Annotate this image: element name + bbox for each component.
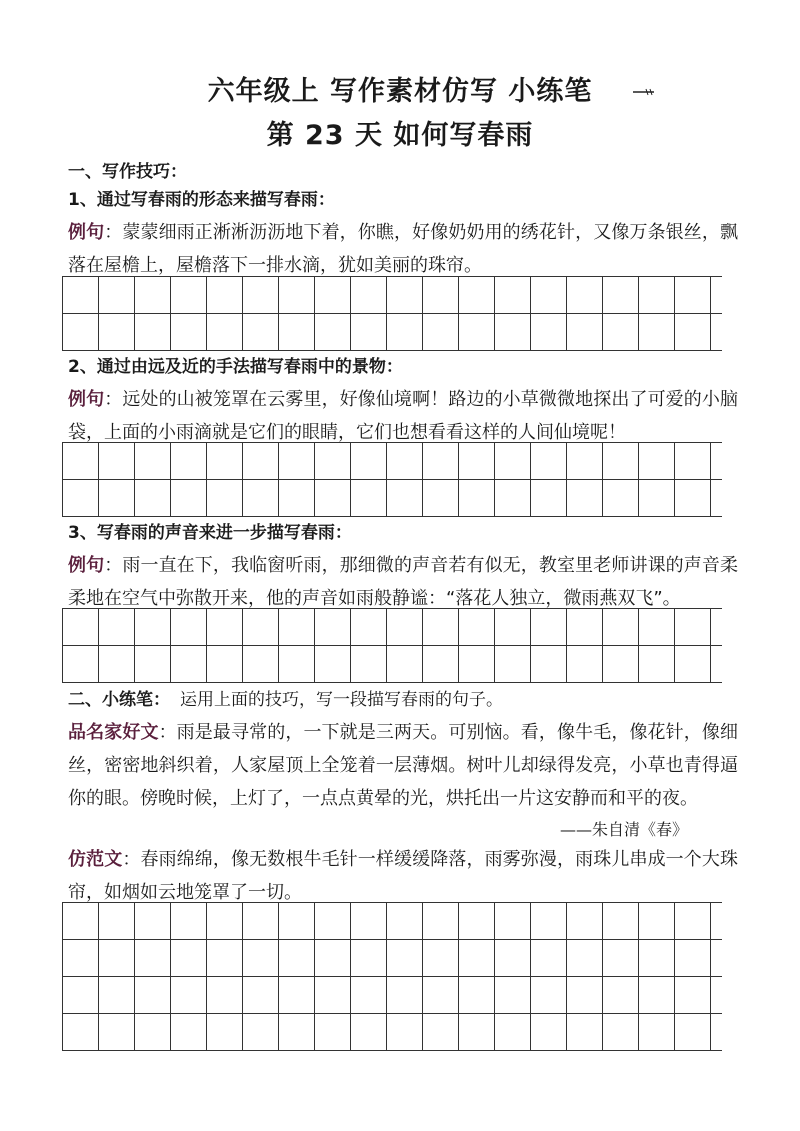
grid-cell[interactable]: [134, 314, 170, 350]
grid-cell[interactable]: [134, 443, 170, 479]
grid-cell[interactable]: [458, 903, 494, 939]
grid-cell[interactable]: [170, 609, 206, 645]
grid-cell[interactable]: [242, 646, 278, 682]
grid-cell[interactable]: [134, 646, 170, 682]
grid-cell[interactable]: [458, 314, 494, 350]
grid-cell[interactable]: [62, 480, 98, 516]
grid-cell[interactable]: [206, 1014, 242, 1050]
grid-cell[interactable]: [62, 1014, 98, 1050]
grid-cell[interactable]: [314, 903, 350, 939]
grid-cell[interactable]: [494, 903, 530, 939]
grid-cell[interactable]: [422, 903, 458, 939]
grid-cell[interactable]: [566, 277, 602, 313]
writing-grid-3[interactable]: [62, 608, 722, 683]
grid-cell[interactable]: [638, 903, 674, 939]
grid-cell[interactable]: [566, 314, 602, 350]
grid-cell[interactable]: [494, 480, 530, 516]
grid-cell[interactable]: [350, 443, 386, 479]
grid-cell[interactable]: [206, 977, 242, 1013]
technique-heading-2: 2、通过由远及近的手法描写春雨中的景物：: [68, 357, 403, 377]
grid-cell[interactable]: [242, 1014, 278, 1050]
grid-cell[interactable]: [242, 443, 278, 479]
grid-cell[interactable]: [638, 977, 674, 1013]
grid-cell[interactable]: [422, 940, 458, 976]
grid-cell[interactable]: [170, 646, 206, 682]
grid-cell[interactable]: [278, 940, 314, 976]
grid-cell[interactable]: [422, 443, 458, 479]
grid-cell[interactable]: [98, 480, 134, 516]
grid-cell[interactable]: [566, 1014, 602, 1050]
grid-cell[interactable]: [458, 1014, 494, 1050]
example-paragraph-1: [68, 216, 738, 282]
grid-cell[interactable]: [530, 480, 566, 516]
grid-cell[interactable]: [314, 609, 350, 645]
grid-cell[interactable]: [386, 903, 422, 939]
grid-cell[interactable]: [314, 1014, 350, 1050]
practice-heading: 二、小练笔：: [68, 690, 170, 710]
grid-cell[interactable]: [638, 277, 674, 313]
grid-cell[interactable]: [206, 277, 242, 313]
grid-cell[interactable]: [314, 314, 350, 350]
grid-cell[interactable]: [674, 609, 711, 645]
grid-cell[interactable]: [206, 940, 242, 976]
grid-cell[interactable]: [602, 277, 638, 313]
grid-cell[interactable]: [638, 609, 674, 645]
grid-cell[interactable]: [458, 480, 494, 516]
grid-cell[interactable]: [314, 277, 350, 313]
grid-cell[interactable]: [674, 977, 711, 1013]
grid-cell[interactable]: [278, 1014, 314, 1050]
grid-cell[interactable]: [242, 977, 278, 1013]
grid-cell[interactable]: [566, 480, 602, 516]
grid-cell[interactable]: [530, 940, 566, 976]
grid-cell[interactable]: [422, 646, 458, 682]
grid-row: [62, 443, 722, 480]
grid-cell[interactable]: [386, 1014, 422, 1050]
grid-cell[interactable]: [638, 480, 674, 516]
grid-cell[interactable]: [62, 646, 98, 682]
example-text: ：远处的山被笼罩在云雾里，好像仙境啊！路边的小草微微地探出了可爱的小脑袋，上面的小雨滴就是它们的眼睛，它们也想看看这样的人间仙境呢！: [68, 389, 739, 443]
grid-cell[interactable]: [566, 977, 602, 1013]
grid-cell[interactable]: [350, 646, 386, 682]
grid-cell[interactable]: [98, 314, 134, 350]
grid-cell[interactable]: [386, 940, 422, 976]
grid-cell[interactable]: [98, 646, 134, 682]
grid-cell[interactable]: [530, 314, 566, 350]
grid-row: [62, 314, 722, 351]
grid-row: [62, 646, 722, 683]
grid-cell[interactable]: [458, 443, 494, 479]
grid-cell[interactable]: [566, 903, 602, 939]
grid-cell[interactable]: [494, 277, 530, 313]
grid-cell[interactable]: [242, 480, 278, 516]
imitation-text: ：春雨绵绵，像无数根牛毛针一样缓缓降落，雨雾弥漫，雨珠儿串成一个大珠帘，如烟如云地笼罩了一切。: [68, 849, 739, 903]
writing-grid-4[interactable]: [62, 902, 722, 1051]
imitation-label: 仿范文: [68, 849, 123, 870]
grid-cell[interactable]: [350, 940, 386, 976]
grid-cell[interactable]: [242, 940, 278, 976]
grid-cell[interactable]: [98, 903, 134, 939]
grid-cell[interactable]: [170, 903, 206, 939]
grid-cell[interactable]: [98, 940, 134, 976]
grid-cell[interactable]: [530, 903, 566, 939]
example-label: 例句: [68, 222, 105, 243]
grid-cell[interactable]: [386, 646, 422, 682]
grid-cell[interactable]: [422, 1014, 458, 1050]
grid-cell[interactable]: [242, 277, 278, 313]
grid-cell[interactable]: [674, 646, 711, 682]
grid-cell[interactable]: [386, 314, 422, 350]
grid-cell[interactable]: [422, 314, 458, 350]
grid-cell[interactable]: [170, 977, 206, 1013]
grid-cell[interactable]: [62, 443, 98, 479]
grid-cell[interactable]: [314, 443, 350, 479]
grid-cell[interactable]: [350, 1014, 386, 1050]
grid-cell[interactable]: [602, 977, 638, 1013]
grid-cell[interactable]: [206, 480, 242, 516]
example-text: ：蒙蒙细雨正淅淅沥沥地下着，你瞧，好像奶奶用的绣花针，又像万条银丝，飘落在屋檐上，屋檐落下一排水滴，犹如美丽的珠帘。: [68, 222, 739, 276]
grid-cell[interactable]: [242, 314, 278, 350]
page-title: 六年级上 写作素材仿写 小练笔: [207, 76, 593, 107]
grid-row: [62, 903, 722, 940]
grid-row: [62, 277, 722, 314]
grid-cell[interactable]: [602, 1014, 638, 1050]
grid-cell[interactable]: [422, 277, 458, 313]
grid-cell[interactable]: [98, 1014, 134, 1050]
page-subtitle: 第 23 天 如何写春雨: [266, 120, 534, 151]
grid-cell[interactable]: [386, 443, 422, 479]
grid-cell[interactable]: [458, 277, 494, 313]
grid-cell[interactable]: [638, 314, 674, 350]
grid-cell[interactable]: [278, 646, 314, 682]
grid-cell[interactable]: [314, 940, 350, 976]
grid-cell[interactable]: [134, 480, 170, 516]
grid-cell[interactable]: [134, 940, 170, 976]
example-label: 例句: [68, 555, 105, 576]
grid-cell[interactable]: [674, 277, 711, 313]
grid-cell[interactable]: [350, 977, 386, 1013]
grid-cell[interactable]: [62, 977, 98, 1013]
example-text: ：雨一直在下，我临窗听雨，那细微的声音若有似无，教室里老师讲课的声音柔柔地在空气中弥散开来，他的声音如雨般静谧：“落花人独立，微雨燕双飞”。: [68, 555, 739, 609]
example-label: 例句: [68, 389, 105, 410]
grid-cell[interactable]: [422, 609, 458, 645]
grid-cell[interactable]: [674, 480, 711, 516]
grid-cell[interactable]: [530, 277, 566, 313]
grid-cell[interactable]: [386, 609, 422, 645]
grid-row: [62, 977, 722, 1014]
grid-cell[interactable]: [278, 977, 314, 1013]
grid-cell[interactable]: [602, 314, 638, 350]
grid-cell[interactable]: [170, 480, 206, 516]
grid-cell[interactable]: [170, 314, 206, 350]
grid-cell[interactable]: [278, 903, 314, 939]
grid-cell[interactable]: [278, 314, 314, 350]
grid-cell[interactable]: [134, 609, 170, 645]
grid-cell[interactable]: [62, 903, 98, 939]
grid-cell[interactable]: [206, 443, 242, 479]
grid-cell[interactable]: [350, 314, 386, 350]
grid-cell[interactable]: [170, 940, 206, 976]
grid-cell[interactable]: [314, 646, 350, 682]
grid-cell[interactable]: [602, 609, 638, 645]
grid-cell[interactable]: [242, 609, 278, 645]
grid-cell[interactable]: [674, 1014, 711, 1050]
grid-cell[interactable]: [314, 480, 350, 516]
grid-cell[interactable]: [494, 977, 530, 1013]
section-heading-practice: [68, 688, 503, 712]
grid-cell[interactable]: [530, 646, 566, 682]
grid-cell[interactable]: [602, 903, 638, 939]
grid-cell[interactable]: [458, 940, 494, 976]
grid-cell[interactable]: [494, 646, 530, 682]
grid-cell[interactable]: [386, 977, 422, 1013]
grid-cell[interactable]: [494, 314, 530, 350]
example-paragraph-3: [68, 549, 738, 615]
grid-cell[interactable]: [458, 977, 494, 1013]
grid-cell[interactable]: [98, 609, 134, 645]
grid-cell[interactable]: [674, 443, 711, 479]
grid-cell[interactable]: [134, 277, 170, 313]
grid-cell[interactable]: [422, 977, 458, 1013]
grid-cell[interactable]: [278, 277, 314, 313]
grid-cell[interactable]: [602, 443, 638, 479]
grid-cell[interactable]: [170, 443, 206, 479]
grid-cell[interactable]: [422, 480, 458, 516]
grid-cell[interactable]: [638, 940, 674, 976]
grid-cell[interactable]: [602, 646, 638, 682]
grid-cell[interactable]: [314, 977, 350, 1013]
famous-passage: [68, 716, 738, 815]
technique-heading-3: 3、写春雨的声音来进一步描写春雨：: [68, 523, 352, 543]
example-paragraph-2: [68, 383, 738, 449]
grid-cell[interactable]: [62, 314, 98, 350]
grid-cell[interactable]: [530, 977, 566, 1013]
grid-cell[interactable]: [206, 609, 242, 645]
grid-cell[interactable]: [530, 443, 566, 479]
grid-cell[interactable]: [206, 646, 242, 682]
grid-cell[interactable]: [98, 977, 134, 1013]
grid-cell[interactable]: [170, 1014, 206, 1050]
grid-cell[interactable]: [566, 646, 602, 682]
grid-row: [62, 1014, 722, 1051]
writing-grid-2[interactable]: [62, 442, 722, 517]
practice-instruction: 运用上面的技巧，写一段描写春雨的句子。: [180, 690, 503, 710]
grid-cell[interactable]: [602, 480, 638, 516]
grid-cell[interactable]: [278, 609, 314, 645]
grid-cell[interactable]: [494, 1014, 530, 1050]
pen-mark-decoration: [632, 86, 656, 98]
grid-cell[interactable]: [674, 314, 711, 350]
writing-grid-1[interactable]: [62, 276, 722, 351]
grid-cell[interactable]: [674, 903, 711, 939]
grid-cell[interactable]: [62, 609, 98, 645]
grid-cell[interactable]: [638, 1014, 674, 1050]
technique-heading-1: 1、通过写春雨的形态来描写春雨：: [68, 190, 335, 210]
grid-cell[interactable]: [386, 480, 422, 516]
grid-cell[interactable]: [62, 940, 98, 976]
grid-cell[interactable]: [638, 443, 674, 479]
grid-cell[interactable]: [386, 277, 422, 313]
grid-cell[interactable]: [170, 277, 206, 313]
grid-cell[interactable]: [566, 443, 602, 479]
grid-row: [62, 609, 722, 646]
grid-cell[interactable]: [566, 609, 602, 645]
grid-cell[interactable]: [134, 977, 170, 1013]
grid-cell[interactable]: [206, 903, 242, 939]
grid-cell[interactable]: [350, 480, 386, 516]
grid-cell[interactable]: [674, 940, 711, 976]
grid-cell[interactable]: [566, 940, 602, 976]
grid-cell[interactable]: [350, 277, 386, 313]
imitation-passage: [68, 843, 738, 909]
grid-cell[interactable]: [494, 609, 530, 645]
grid-cell[interactable]: [494, 940, 530, 976]
grid-cell[interactable]: [278, 480, 314, 516]
grid-cell[interactable]: [134, 1014, 170, 1050]
grid-cell[interactable]: [638, 646, 674, 682]
grid-cell[interactable]: [278, 443, 314, 479]
famous-label: 品名家好文: [68, 722, 159, 743]
grid-cell[interactable]: [350, 609, 386, 645]
grid-cell[interactable]: [134, 903, 170, 939]
grid-cell[interactable]: [206, 314, 242, 350]
grid-cell[interactable]: [350, 903, 386, 939]
grid-cell[interactable]: [494, 443, 530, 479]
grid-cell[interactable]: [530, 609, 566, 645]
section-heading-techniques: 一、写作技巧：: [68, 162, 187, 182]
grid-row: [62, 940, 722, 977]
grid-cell[interactable]: [602, 940, 638, 976]
grid-cell[interactable]: [98, 277, 134, 313]
grid-cell[interactable]: [62, 277, 98, 313]
grid-cell[interactable]: [530, 1014, 566, 1050]
famous-text: ：雨是最寻常的，一下就是三两天。可别恼。看，像牛毛，像花针，像细丝，密密地斜织着，人家屋顶上全笼着一层薄烟。树叶儿却绿得发亮，小草也青得逼你的眼。傍晚时候，上灯了，一点点黄晕的光，烘托出一片这安静而和平的夜。: [68, 722, 739, 809]
grid-cell[interactable]: [458, 609, 494, 645]
grid-row: [62, 480, 722, 517]
author-signature: ——朱自清《春》: [560, 820, 689, 839]
grid-cell[interactable]: [98, 443, 134, 479]
grid-cell[interactable]: [242, 903, 278, 939]
grid-cell[interactable]: [458, 646, 494, 682]
